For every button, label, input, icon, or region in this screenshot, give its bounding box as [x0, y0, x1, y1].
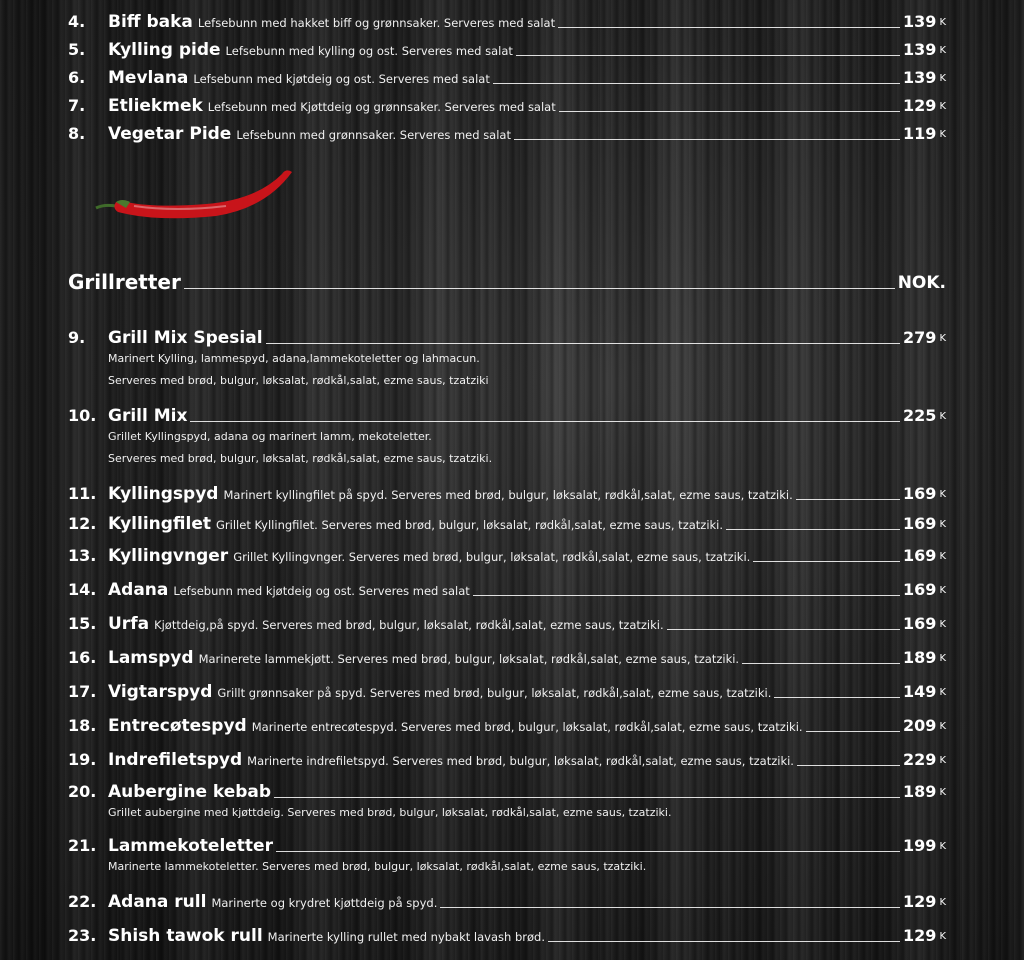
- currency-suffix: K: [939, 931, 946, 942]
- dotted-leader: [753, 560, 900, 562]
- item-number: 15.: [68, 614, 97, 633]
- item-name: Vegetar Pide: [108, 124, 232, 144]
- menu-item-row: [68, 920, 946, 946]
- item-subdescription: Grillet aubergine med kjøttdeig. Serveres med brød, bulgur, løksalat, rødkål,salat, ezme saus, tzatziki.: [108, 806, 672, 819]
- item-price: 169: [903, 514, 937, 533]
- menu-item-row: [68, 322, 946, 348]
- dotted-leader: [266, 342, 900, 344]
- currency-suffix: K: [939, 129, 946, 140]
- item-number: 8.: [68, 124, 86, 143]
- item-number: 12.: [68, 514, 97, 533]
- item-name: Aubergine kebab: [108, 782, 272, 802]
- item-description: Grillt grønnsaker på spyd. Serveres med brød, bulgur, løksalat, rødkål,salat, ezme saus, tzatziki.: [217, 686, 772, 700]
- item-name: Indrefiletspyd: [108, 750, 243, 770]
- item-name: Kyllingvnger: [108, 546, 229, 566]
- item-name: Kyllingspyd: [108, 484, 219, 504]
- item-description: Marinerete lammekjøtt. Serveres med brød, bulgur, løksalat, rødkål,salat, ezme saus, tzatziki.: [198, 652, 740, 666]
- menu-item-row: [68, 710, 946, 736]
- item-number: 11.: [68, 484, 97, 503]
- menu-item-row: [68, 574, 946, 600]
- menu-item-row: [68, 508, 946, 534]
- item-description: Grillet Kyllingvnger. Serveres med brød, bulgur, løksalat, rødkål,salat, ezme saus, tzatziki.: [233, 550, 751, 564]
- currency-suffix: K: [939, 73, 946, 84]
- dotted-leader: [473, 594, 900, 596]
- currency-suffix: K: [939, 897, 946, 908]
- item-price: 139: [903, 40, 937, 59]
- item-name: Adana: [108, 580, 169, 600]
- item-description: Lefsebunn med kjøtdeig og ost. Serveres med salat: [173, 584, 470, 598]
- item-name: Biff baka: [108, 12, 193, 32]
- item-description: Marinerte kylling rullet med nybakt lavash brød.: [267, 930, 545, 944]
- item-description: Lefsebunn med kjøtdeig og ost. Serveres med salat: [193, 72, 490, 86]
- item-price: 209: [903, 716, 937, 735]
- item-description: Lefsebunn med grønnsaker. Serveres med salat: [236, 128, 511, 142]
- item-description: Marinert kyllingfilet på spyd. Serveres med brød, bulgur, løksalat, rødkål,salat, ezme saus, tzatziki.: [223, 488, 793, 502]
- dotted-leader: [493, 82, 900, 84]
- item-number: 22.: [68, 892, 97, 911]
- item-name: Urfa: [108, 614, 150, 634]
- item-price: 189: [903, 648, 937, 667]
- currency-suffix: K: [939, 17, 946, 28]
- dotted-leader: [276, 850, 900, 852]
- menu-item-row: [68, 478, 946, 504]
- currency-suffix: K: [939, 411, 946, 422]
- item-price: 129: [903, 926, 937, 945]
- item-price: 119: [903, 124, 937, 143]
- currency-suffix: K: [939, 101, 946, 112]
- currency-suffix: K: [939, 841, 946, 852]
- item-name: Shish tawok rull: [108, 926, 263, 946]
- item-number: 7.: [68, 96, 86, 115]
- dotted-leader: [774, 696, 900, 698]
- item-subdescription: Serveres med brød, bulgur, løksalat, rødkål,salat, ezme saus, tzatziki.: [108, 452, 493, 465]
- item-price: 225: [903, 406, 937, 425]
- menu-item-row: [68, 400, 946, 426]
- dotted-leader: [190, 420, 900, 422]
- menu-item-row: [68, 34, 946, 60]
- currency-suffix: K: [939, 45, 946, 56]
- menu-item-row: [68, 830, 946, 856]
- dotted-leader: [742, 662, 900, 664]
- item-number: 20.: [68, 782, 97, 801]
- item-number: 13.: [68, 546, 97, 565]
- item-description: Marinerte indrefiletspyd. Serveres med brød, bulgur, løksalat, rødkål,salat, ezme saus, tzatziki.: [247, 754, 794, 768]
- item-name: Kyllingfilet: [108, 514, 212, 534]
- dotted-leader: [559, 110, 900, 112]
- dotted-leader: [806, 730, 900, 732]
- item-name: Grill Mix: [108, 406, 188, 426]
- currency-suffix: K: [939, 653, 946, 664]
- item-description: Kjøttdeig,på spyd. Serveres med brød, bulgur, løksalat, rødkål,salat, ezme saus, tzatziki.: [154, 618, 664, 632]
- item-number: 21.: [68, 836, 97, 855]
- item-number: 9.: [68, 328, 86, 347]
- currency-suffix: K: [939, 519, 946, 530]
- item-price: 129: [903, 96, 937, 115]
- dotted-leader: [667, 628, 900, 630]
- item-price: 169: [903, 614, 937, 633]
- item-price: 169: [903, 484, 937, 503]
- dotted-leader: [516, 54, 900, 56]
- item-number: 18.: [68, 716, 97, 735]
- menu-item-row: [68, 6, 946, 32]
- item-price: 229: [903, 750, 937, 769]
- currency-suffix: K: [939, 551, 946, 562]
- item-subdescription: Marinert Kylling, lammespyd, adana,lammekoteletter og lahmacun.: [108, 352, 480, 365]
- item-description: Grillet Kyllingfilet. Serveres med brød, bulgur, løksalat, rødkål,salat, ezme saus, tzatziki.: [216, 518, 724, 532]
- section-title: Grillretter: [68, 270, 181, 294]
- item-number: 19.: [68, 750, 97, 769]
- item-subdescription: Marinerte lammekoteletter. Serveres med brød, bulgur, løksalat, rødkål,salat, ezme saus, tzatziki.: [108, 860, 647, 873]
- item-name: Entrecøtespyd: [108, 716, 247, 736]
- item-number: 14.: [68, 580, 97, 599]
- menu-item-row: [68, 776, 946, 802]
- dotted-leader: [796, 498, 900, 500]
- currency-suffix: K: [939, 619, 946, 630]
- menu-item-row: [68, 744, 946, 770]
- item-name: Etliekmek: [108, 96, 203, 116]
- item-subdescription: Grillet Kyllingspyd, adana og marinert lamm, mekoteletter.: [108, 430, 432, 443]
- item-number: 6.: [68, 68, 86, 87]
- item-price: 149: [903, 682, 937, 701]
- menu-item-row: [68, 608, 946, 634]
- menu-item-row: [68, 62, 946, 88]
- dotted-leader: [274, 796, 900, 798]
- item-price: 129: [903, 892, 937, 911]
- item-number: 23.: [68, 926, 97, 945]
- menu-item-row: [68, 118, 946, 144]
- currency-suffix: K: [939, 489, 946, 500]
- item-description: Lefsebunn med hakket biff og grønnsaker. Serveres med salat: [197, 16, 556, 30]
- item-price: 139: [903, 68, 937, 87]
- item-description: Marinerte og krydret kjøttdeig på spyd.: [211, 896, 438, 910]
- currency-suffix: K: [939, 787, 946, 798]
- currency-suffix: K: [939, 721, 946, 732]
- item-number: 16.: [68, 648, 97, 667]
- item-price: 169: [903, 580, 937, 599]
- currency-suffix: K: [939, 755, 946, 766]
- item-name: Vigtarspyd: [108, 682, 213, 702]
- item-price: 169: [903, 546, 937, 565]
- item-name: Mevlana: [108, 68, 189, 88]
- item-name: Kylling pide: [108, 40, 221, 60]
- chili-pepper-icon: [86, 164, 300, 230]
- item-number: 4.: [68, 12, 86, 31]
- menu-item-row: [68, 642, 946, 668]
- dotted-leader: [548, 940, 900, 942]
- dotted-leader: [184, 287, 895, 289]
- item-number: 10.: [68, 406, 97, 425]
- menu-item-row: [68, 886, 946, 912]
- menu-item-row: [68, 540, 946, 566]
- currency-suffix: K: [939, 687, 946, 698]
- menu-item-row: [68, 676, 946, 702]
- item-price: 199: [903, 836, 937, 855]
- item-description: Marinerte entrecøtespyd. Serveres med brød, bulgur, løksalat, rødkål,salat, ezme saus, tzatziki.: [251, 720, 803, 734]
- item-description: Lefsebunn med kylling og ost. Serveres med salat: [225, 44, 513, 58]
- menu-item-row: [68, 90, 946, 116]
- item-number: 17.: [68, 682, 97, 701]
- dotted-leader: [558, 26, 900, 28]
- item-name: Lamspyd: [108, 648, 194, 668]
- price-header: NOK.: [897, 273, 946, 293]
- item-number: 5.: [68, 40, 86, 59]
- section-header-grillretter: [68, 266, 946, 294]
- item-name: Adana rull: [108, 892, 207, 912]
- item-name: Lammekoteletter: [108, 836, 273, 856]
- dotted-leader: [440, 906, 900, 908]
- item-subdescription: Serveres med brød, bulgur, løksalat, rødkål,salat, ezme saus, tzatziki: [108, 374, 489, 387]
- currency-suffix: K: [939, 333, 946, 344]
- item-description: Lefsebunn med Kjøttdeig og grønnsaker. Serveres med salat: [207, 100, 556, 114]
- dotted-leader: [797, 764, 900, 766]
- item-price: 139: [903, 12, 937, 31]
- item-price: 279: [903, 328, 937, 347]
- item-name: Grill Mix Spesial: [108, 328, 263, 348]
- item-price: 189: [903, 782, 937, 801]
- currency-suffix: K: [939, 585, 946, 596]
- dotted-leader: [514, 138, 900, 140]
- dotted-leader: [726, 528, 900, 530]
